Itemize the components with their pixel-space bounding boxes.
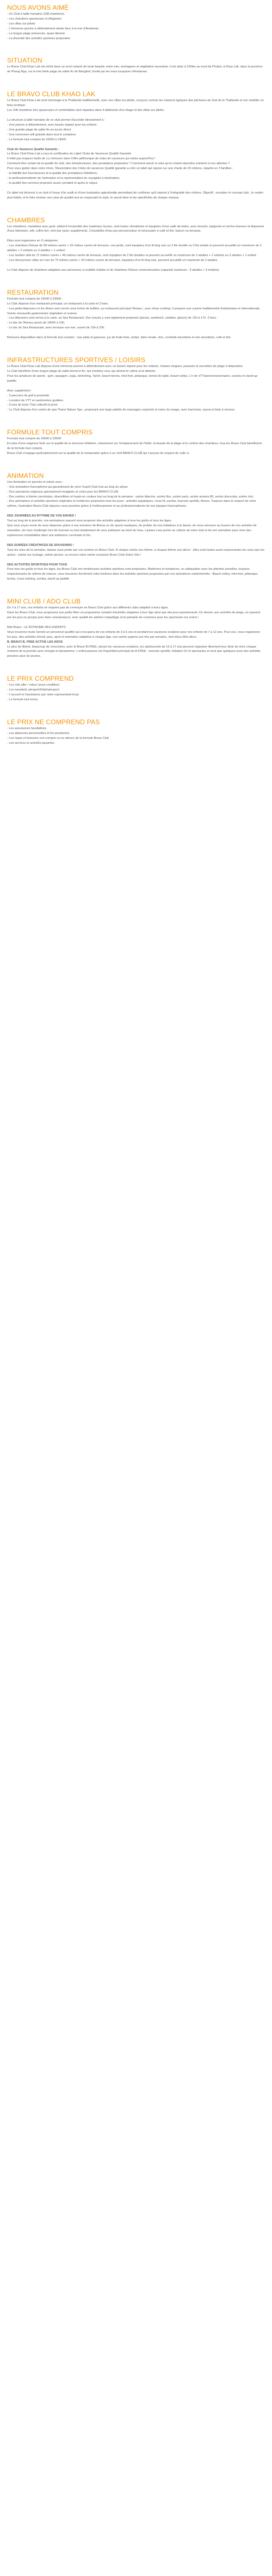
paragraph: Formule tout compris de 10h00 à 23h00 : [7, 297, 63, 301]
section-title: INFRASTRUCTURES SPORTIVES / LOISIRS [7, 356, 146, 364]
list-item: - L'accueil et l'assistance par notre représentant local [7, 693, 79, 697]
subheading: B. BRAVO B. FREE ACTIVE LES ADOS [7, 640, 63, 644]
paragraph: Le plus de liberté, beaucoup de rencontres, avec le Bravo B.FREE, durant les vacances scolaires, les adolescents de 13 à 17 ans peuvent organiser librement leur désir de vivre chaque moment de la journée avec énergie et dynamisme. L'enthousiasme est l'ingrédient principal du B.FREE : tournois sportifs, initiation DJ et spectacles et sont que quelques-unes des activités pensées pour les jeunes. [7, 645, 261, 658]
paragraph: Le Club bénéficie d'une longue plage de sable blond et fin, qui combine ceux qui aiment le calme et la détente. [7, 369, 156, 373]
paragraph: Vous trouverez toute l'année un personnel qualifié qui s'occupera de vos enfants de 3 à 6 ans et pendant les vacances scolaires pour vos enfants de 7 à 12 ans. Pour eux, nous organisons les jeux, des activités d'éveil, jeux, sport et animation adaptées à chaque âge, une soirée pyjama une fois par semaine, mini disco Mini disco. [7, 630, 261, 639]
paragraph: Ce label est décerné à un club à l'issue d'un audit et d'une évaluation approfondie permettant de confirmer qu'il répond à l'intégralité des critères. Objectif : encadrer le concept club , le rendre plus lisible, et le faire évoluer vers plus de qualité tout en respectant le style, le savoir-faire et les spécificités de chaque marque. [7, 191, 264, 200]
section-title: FORMULE TOUT COMPRIS [7, 428, 93, 437]
list-item: - la fiabilité des fournisseurs et la qualité des prestations hôtelières, [7, 172, 98, 176]
list-item: - La formule tout compris de 10h00 à 23h00 [7, 138, 66, 141]
paragraph: Le Bravo Club Khao Lak rend hommage à la Thaïlande traditionnelle, avec ses villas sur pilotis, conçues comme les maisons typiques des pêcheurs du Sud de la Thaïlande et son mobilier en bois exotique. [7, 99, 264, 108]
paragraph: Avec supplément : [7, 389, 32, 393]
list-item: - Des animations et activités sportives originales et modernes proposées tous les jours : activités aquatiques, cross fit, zumba, tournois sportifs, fitness. Toujours dans le respect de votre rythme, l'animation Bravo Club rigoureu vous journées grâce à l'enthousiasme et au professionnalisme de nos équipes francophones. [7, 500, 256, 508]
paragraph: Bravo Club s'engage particulièrement sur la qualité de la restauration grâce à un chef BRAVO CLUB qui s'assure du respect de celle-ci. [7, 451, 190, 455]
list-item: - Le bar du Sea Restaurant, avec terrasse vue mer, ouvert de 10h à 23h. [7, 326, 106, 330]
section-title: LE BRAVO CLUB KHAO LAK [7, 90, 96, 98]
section-nous-avons-aime [7, 3, 264, 41]
section-title: MINI CLUB / ADO CLUB [7, 598, 81, 606]
section-animation [7, 471, 264, 582]
section-body [7, 225, 264, 273]
list-item: - Les Honeymoon villas sur mer de 70 mètres carrés + 20 mètres carrés de terrasse, équipées d'un lit king size, peuvent accueillir un maximum de 2 adultes. [7, 259, 218, 262]
section-title: SITUATION [7, 57, 42, 65]
section-body [7, 726, 264, 746]
section-body [7, 480, 264, 582]
paragraph: Pour vous guider dans votre choix, l'Association des Clubs de vacances Qualité garantie a créé un label qui repose sur une charte de 20 critères, répartis en 3 familles : [7, 167, 233, 171]
section-body [7, 65, 264, 74]
section-body [7, 297, 264, 340]
list-item: - Les Garden villa de 72 mètres carrés + 46 mètres carrés de terrasse, sont équipées de 2 lits doubles et peuvent accueillir un maximum de 2 adultes + 2 enfants ou 3 adultes + 1 enfant. [7, 254, 257, 258]
paragraph: En plus d'une exigence forte sur la qualité de la structure hôtelière, notamment sur l'emplacement de l'hôtel, la beauté de la plage et le confort des chambres, tous les Bravo Club bénéficient de la formule tout compris. [7, 442, 262, 451]
list-item: - Une grande plage de sable fin en accès direct [7, 128, 71, 132]
list-item: - Les vols aller / retour (sous condition) [7, 683, 60, 687]
list-item: - Location de VTT et randonnées guidées. [7, 399, 64, 402]
list-item: - Les déjeuners sont servis à la carte, au Sea Restaurant. Des snacks y sont également proposés (pizzas, sandwich, salades, glaces) de 12h à 17h. 2 bars : [7, 316, 218, 320]
list-item: - Les chambres spacieuses et élégantes [7, 17, 62, 21]
section-mini-club [7, 597, 264, 659]
paragraph: La structure à taille humaine de ce club permet d'accéder directement à : [7, 118, 106, 122]
paragraph: Pour tous les goûts et tous les âges, les Bravo Club ont nombreuses activités sportives sont proposées. Modernes et tendances, en adéquation avec les attentes actuelles, toujours respectueuses du rythme de chacun, vous trouverez forcément votre bonheur dans les activités sportives proposées par nos animateurs expérimentés : Beach-volley, mini-foot, pétanque, tennis, cross training, zumba, stand up paddle [7, 568, 258, 581]
paragraph: Comment être certain de la qualité du club, des infrastructures, des prestations proposées ? Comment savoir si celui qu'on choisit répondra vraiment à nos attentes ? [7, 162, 230, 166]
list-item: - Des soirées à thème conviviales, diversifiées et haute en couleur tout au long de la semaine : soirée blanche, soirée flou, soirée paris, soirée années 80, soirée disco/ska, soirée chic. [7, 495, 254, 499]
section-body [7, 364, 264, 413]
section-infrastructures [7, 356, 264, 413]
paragraph: Le Club dispose de chambres adaptées aux personnes à mobilité réduite et de chambres Deluxe communicantes (capacité maximum : 4 adultes + 4 enfants). [7, 268, 220, 272]
paragraph: Le Bravo Club Khao Lak est niché dans un écrin naturel de toute beauté, entre mer, montagnes et végétation luxuriante. Il est situé à 100km au nord de Phuket, à Khao Lak, dans la province de Phang Nga, sur la très belle plage de sable fin de Bangliud, bordé par les eaux turquoise d'Andaman. [7, 65, 263, 74]
list-item: - la qualité des services proposés avant, pendant et après le séjour. [7, 181, 98, 185]
section-formule-tout-compris [7, 428, 264, 456]
paragraph: Dans les Bravo Club, nous proposons aux petits fêtes un programme complet d'activités adaptées à leur âge ainsi que des jeux passionnants. Du dessin, aux activités de plage, en passant par les jeux en groupe pour faire connaissance, avec qualité les ateliers maquillage et la panoplie de costumes pour les spectacles sur scène ! [7, 611, 261, 619]
paragraph: Elles sont organisées en 3 catégories : [7, 239, 60, 243]
paragraph: Le Bravo Club Khao Lak a reçu la certification du Label Clubs de Vacances Qualité Garantie [7, 152, 132, 156]
list-item: - Les chambres Deluxe de 58 mètres carrés + 15 mètres carrés de terrasse, vue jardin, sont équipées d'un lit king size ou 2 lits double ou 3 lits simple et peuvent accueillir un maximum de 2 adultes + 2 enfants ou 3 adultes + 1 enfant. [7, 244, 262, 253]
subheading: DES ACTIVITÉS SPORTIVES POUR TOUS [7, 563, 67, 567]
list-item: - 3 parcours de golf à proximité. [7, 394, 50, 397]
section-le-prix-comprend [7, 674, 264, 702]
section-title: CHAMBRES [7, 216, 45, 224]
list-item: - La formule tout inclus [7, 698, 38, 701]
list-item: - le professionnalisme de l'animation et la représentation du voyagiste à destination, [7, 176, 120, 180]
paragraph: Formule tout compris de 10h00 à 23h00 [7, 437, 61, 441]
section-restauration [7, 288, 264, 340]
paragraph: Les chambres, meublées avec goût, utilisent l'ensemble des matériaux locaux, sont toutes climatisées et équipées d'une salle de bains, avec douche, baignoire et sèche-cheveux et disposent d'une télévision, wifi, coffre-fort, mini-bar (avec supplément), 2 bouteilles d'eau par personne/jour et nécessaire à café et thé, balcon ou terrasse. [7, 225, 264, 233]
section-body [7, 606, 264, 659]
list-item: - Les repas et boissons non compris ou en dehors de la formule Bravo Club [7, 736, 109, 740]
list-item: - Une animatrice francophone qui garantissent de vivre l'esprit Club tout au long du séjour. [7, 485, 129, 489]
list-item: - La longue plage préservée, quasi déserte [7, 32, 65, 35]
paragraph: Une Animation en journée et soirée avec : [7, 480, 64, 484]
list-item: - Les dépenses personnelles et les pourboires [7, 731, 70, 735]
subheading: Club de Vacances Qualité Garantie : [7, 147, 59, 151]
paragraph: Tous les soirs de la semaine, laissez vous porter par vos soirées en Bravo Club. À chaque soirée son thème, à chaque thème son décor : elles sont toutes aussi surprenantes les unes que les autres : soirée sur la plage, soirée piscine, ou encore notre soirée exclusive Bravo Club Dolce Vita ! [7, 548, 264, 557]
paragraph: Les 108 chambres très spacieuses et confortables sont réparties dans 4 bâtiments d'un étage et des villas sur pilotis. [7, 109, 165, 113]
section-title: NOUS AVONS AIMÉ [7, 4, 69, 11]
list-item: - L'immense piscine à débordement située face à la mer d'Andaman [7, 27, 99, 30]
paragraph: Que vous soyez envie de vous dépenser grâce à nos sessions de fitness ou de sports nautiques, de profiter de nos initiations à la danse, de vous retrouver au travers de nos activités de relaxation, de vous challenger lors de tournois ou tout simplement de vous prélasser au bord de l'eau. Laissez vous porter au rythme de votre club et de son animation pour vivre des expériences inoubliables dans une ambiance conviviale et fun. [7, 524, 257, 537]
list-item: - La diversité des activités sportives proposées [7, 36, 70, 40]
paragraph: Il initié pas toujours facile de s'y retrouver dans l'offre pléthorique de clubs de vacances qui existe aujourd'hui ! [7, 157, 156, 161]
section-body [7, 12, 264, 41]
section-title: LE PRIX NE COMPREND PAS [7, 718, 100, 726]
section-title: RESTAURATION [7, 288, 59, 296]
list-item: - Les assurances facultatives [7, 726, 47, 730]
paragraph: Pour les amateurs de sports : gym, aquagym, yoga, stretching, Taïchi, beach-tennis, mini-foot, pétanque, tennis de table, beach-volley, 1 h de VTT/personne/semaine, canoës et stand-up paddle. [7, 374, 258, 383]
list-item: - Cours de boxe Thaï collectif et privé. [7, 403, 59, 407]
list-item: - Les villas sur pilotis [7, 22, 35, 26]
paragraph: Boissons disponibles dans la formule tout compris : eau plate et gazeuse, jus de fruits frais, sodas, bière locale, vins, cocktails alcoolisés et non alcoolisés, café et thé. [7, 336, 231, 340]
section-body [7, 683, 264, 702]
list-item: - Une connexion wifi gratuite dans tout le complexe [7, 133, 76, 136]
paragraph: Tout au long de la journée, nos animateurs sauront vous proposer des activités adaptées à tous les goûts et tous les âges. [7, 519, 172, 523]
list-item: - Le bar de l'Amara ouvert de 10h00 à 23h. [7, 321, 65, 325]
list-item: - Un Club à taille humaine (108 chambres) [7, 13, 65, 16]
section-body [7, 98, 264, 200]
document [7, 3, 264, 745]
subheading: DES JOURNÉES AU RYTHME DE VOS ENVIES ! [7, 514, 76, 518]
section-le-prix-ne-comprend-pas [7, 718, 264, 746]
section-chambres [7, 216, 264, 273]
paragraph: De 3 à 17 ans, vos enfants ne risquent pas de s'ennuyer en Bravo Club grâce aux différents clubs adaptés à leurs âges. [7, 606, 169, 610]
section-body [7, 437, 264, 456]
list-item: - Les petits-déjeuners et les dîners sont servis sous forme de buffets, au restaurant principal l'Amara ; avec show cooking. Il propose une cuisine traditionnelle thaïlandaise et internationale. Soirée mensuelle gastronomie végétalien et scènes. [7, 307, 261, 315]
section-le-bravo-club [7, 90, 264, 200]
list-item: - Les services et activités payantes [7, 741, 54, 745]
subheading: Mini Bravo : LE ROYAUME DES ENFANTS [7, 625, 66, 629]
list-item: - Les transferts aéroport/hôtel/aéroport [7, 688, 59, 692]
list-item: - Une piscine à débordement, avec bassin séparé pour les enfants [7, 123, 97, 127]
section-situation [7, 56, 264, 74]
list-item: - Le Club dispose d'un centre de spa Thann Nature Spa , proposant une large palette de massages corporels et soins du visage, avec hammam, sauna et bain à remous. [7, 408, 236, 412]
subheading: DES SOIRÉES CRÉATRICES DE SOUVENIRS ! [7, 543, 74, 547]
section-title: LE PRIX COMPREND [7, 675, 74, 683]
list-item: - Des spectacles originaux spécialement imaginés et créés pour les BRAVO CLUB. [7, 490, 119, 494]
section-title: ANIMATION [7, 471, 44, 480]
paragraph: Le Bravo Club Khao Lak dispose d'une immense piscine à débordement avec un bassin séparé pour les enfants, chaises longues, parasols et serviettes de plage à disposition. [7, 365, 244, 369]
paragraph: Le Club dispose d'un restaurant principal, un restaurant à la carte et 2 bars. [7, 302, 109, 306]
